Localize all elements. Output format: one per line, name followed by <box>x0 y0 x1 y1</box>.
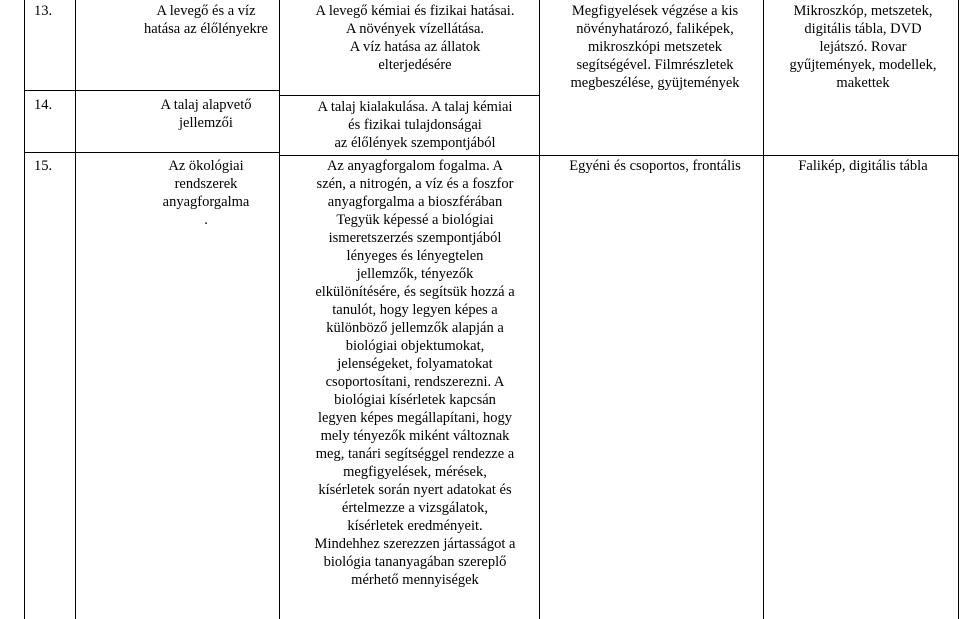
row-number: 15. <box>34 158 53 174</box>
topic-cell: A talaj alapvető jellemzői <box>160 97 252 131</box>
row-number: 13. <box>34 3 53 19</box>
activity-cell: Egyéni és csoportos, frontális <box>569 158 741 174</box>
content-cell: Az anyagforgalom fogalma. A szén, a nitrogén, a víz és a foszfor anyagforgalma a bioszférában Tegyük képessé a biológiai ismeretszerzés szempontjából lényeges és lényegtelen jellemzők, tényezők elkülönítésére, és segítsük hozzá a tanulót, hogy legyen képes a különböző jellemzők alapján a biológiai objektumokat, jelenségeket, folyamatokat csoportosítani, rendszerezni. A biológiai kísérletek kapcsán legyen képes megállapítani, hogy mely tényezők miként változnak meg, tanári segítséggel rendezze a megfigyelések, mérések, kísérletek során nyert adatokat és értelmezze a vizsgálatok, kísérletek eredményeit. Mindehhez szerezzen jártasságot a biológia tananyagában szereplő mérhető mennyiségek <box>314 158 516 588</box>
activity-cell: Megfigyelések végzése a kis növényhatározó, faliképek, mikroszkópi metszetek segítségével. Filmrészletek megbeszélése, gyüjtemények <box>570 3 740 91</box>
tools-cell: Falikép, digitális tábla <box>798 158 928 174</box>
content-cell: A talaj kialakulása. A talaj kémiai és fizikai tulajdonságai az élőlények szempontjából <box>317 99 513 151</box>
tools-cell: Mikroszkóp, metszetek, digitális tábla, DVD lejátszó. Rovar gyűjtemények, modellek, makettek <box>789 3 937 91</box>
content-cell: A levegő kémiai és fizikai hatásai. A növények vízellátása. A víz hatása az állatok elterjedésére <box>315 3 515 73</box>
topic-cell: Az ökológiai rendszerek anyagforgalma . <box>162 158 250 228</box>
row-number: 14. <box>34 97 53 113</box>
topic-cell: A levegő és a víz hatása az élőlényekre <box>144 3 268 37</box>
